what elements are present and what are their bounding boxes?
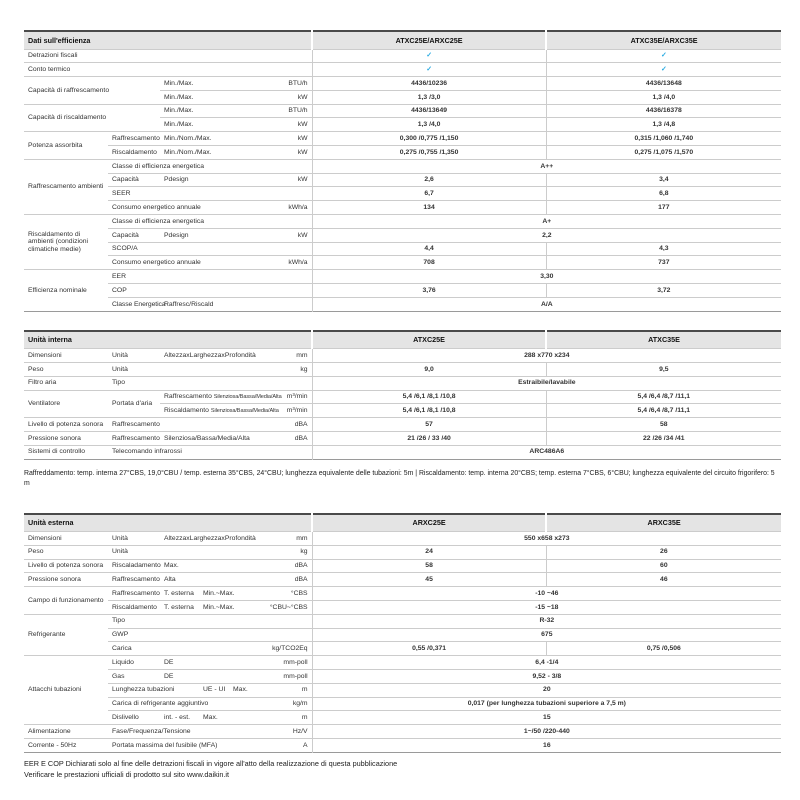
footer-disclaimer: EER E COP Dichiarati solo al fine delle detrazioni fiscali in vigore all'atto della realizzazione di questa pubblicazione — [24, 758, 398, 768]
value-cell: 5,4 /6,4 /8,7 /11,1 — [546, 390, 781, 404]
row-sublabel: Capacità — [108, 228, 160, 242]
row-label: Peso — [24, 545, 108, 559]
row-sublabel: GWP — [108, 628, 259, 642]
value-cell: 1~/50 /220-440 — [312, 725, 781, 739]
row-unit — [259, 628, 312, 642]
row-sublabel: Pdesign — [160, 228, 229, 242]
table-title: Dati sull'efficienza — [24, 31, 312, 49]
value-cell: 0,275 /0,755 /1,350 — [312, 146, 546, 160]
column-header-model-1: ATXC25E — [312, 331, 546, 349]
row-unit: kg/m — [229, 697, 312, 711]
value-cell: 3,4 — [546, 173, 781, 187]
row-unit — [259, 614, 312, 628]
row-unit: kWh/a — [229, 256, 312, 270]
value-cell: 3,76 — [312, 284, 546, 298]
value-cell: 1,3 /4,8 — [546, 118, 781, 132]
check-icon: ✓ — [546, 63, 781, 77]
row-unit — [108, 63, 312, 77]
row-unit: dBA — [259, 418, 312, 432]
row-unit: kW — [229, 228, 312, 242]
row-sublabel: Fase/Frequenza/Tensione — [108, 725, 229, 739]
row-label: Campo di funzionamento — [24, 587, 108, 615]
row-unit: kg — [160, 545, 312, 559]
row-sublabel: Raffresc/Riscald — [160, 297, 229, 311]
row-label: Ventilatore — [24, 390, 108, 418]
row-unit: mm-poll — [229, 669, 312, 683]
value-cell: 24 — [312, 545, 546, 559]
row-sublabel: T. esterna — [160, 587, 199, 601]
value-cell: 675 — [312, 628, 781, 642]
row-unit: mm-poll — [229, 656, 312, 670]
value-cell: 708 — [312, 256, 546, 270]
row-sublabel: Riscaldamento — [108, 601, 160, 615]
row-sublabel: Unità — [108, 349, 160, 363]
value-cell: 0,55 /0,371 — [312, 642, 546, 656]
value-cell: 3,30 — [312, 270, 781, 284]
row-label: Capacità di riscaldamento — [24, 104, 160, 132]
row-sublabel: Unità — [108, 362, 160, 376]
row-label: Corrente - 50Hz — [24, 738, 108, 752]
value-cell: 20 — [312, 683, 781, 697]
row-sublabel: Pdesign — [160, 173, 229, 187]
row-unit: kW — [199, 90, 312, 104]
row-unit: mm — [259, 349, 312, 363]
row-unit: A — [229, 738, 312, 752]
row-unit: m — [229, 711, 312, 725]
row-label: Filtro aria — [24, 376, 108, 390]
row-sublabel: COP — [108, 284, 259, 298]
row-label: Raffrescamento ambienti — [24, 159, 108, 214]
row-sublabel: Liquido — [108, 656, 160, 670]
row-label: Livello di potenza sonora — [24, 559, 108, 573]
value-cell: 4436/13649 — [312, 104, 546, 118]
row-sublabel: Raffrescamento — [108, 431, 160, 445]
row-sublabel: Min./Max. — [160, 104, 199, 118]
value-cell: 2,6 — [312, 173, 546, 187]
row-sublabel: Lunghezza tubazioni — [108, 683, 199, 697]
row-unit: mm — [259, 532, 312, 546]
row-sublabel: Min.~Max. — [199, 601, 229, 615]
value-cell: 0,75 /0,506 — [546, 642, 781, 656]
value-cell: 0,300 /0,775 /1,150 — [312, 132, 546, 146]
row-sublabel: Silenziosa/Bassa/Media/Alta — [160, 431, 259, 445]
indoor-unit-table — [24, 330, 781, 460]
row-unit: kW — [229, 132, 312, 146]
value-cell: 4,3 — [546, 242, 781, 256]
row-unit: kW — [229, 146, 312, 160]
row-unit: dBA — [229, 559, 312, 573]
column-header-model-2: ATXC35E/ARXC35E — [546, 31, 781, 49]
value-cell: 5,4 /6,1 /8,1 /10,8 — [312, 404, 546, 418]
value-cell: 60 — [546, 559, 781, 573]
row-unit: BTU/h — [199, 77, 312, 91]
value-cell: 57 — [312, 418, 546, 432]
column-header-model-2: ATXC35E — [546, 331, 781, 349]
value-cell: 6,7 — [312, 187, 546, 201]
row-sublabel: Classe di efficienza energetica — [108, 215, 259, 229]
row-sublabel: Classe Energetica — [108, 297, 160, 311]
row-label: Dimensioni — [24, 349, 108, 363]
row-sublabel: DE — [160, 656, 229, 670]
value-cell: 6,8 — [546, 187, 781, 201]
row-sublabel: Raffrescamento — [108, 132, 160, 146]
row-unit — [229, 297, 312, 311]
row-sublabel: Min./Max. — [160, 118, 199, 132]
value-cell: 58 — [546, 418, 781, 432]
row-sublabel: SCOP/A — [108, 242, 259, 256]
row-sublabel: Gas — [108, 669, 160, 683]
value-cell: 5,4 /6,1 /8,1 /10,8 — [312, 390, 546, 404]
value-cell: R-32 — [312, 614, 781, 628]
value-cell: 134 — [312, 201, 546, 215]
row-unit — [259, 159, 312, 173]
value-cell: 15 — [312, 711, 781, 725]
row-sublabel: Raffrescamento — [108, 418, 259, 432]
value-cell: 16 — [312, 738, 781, 752]
row-sublabel: Min./Max. — [160, 90, 199, 104]
row-unit: m³/min — [259, 404, 312, 418]
value-cell: A+ — [312, 215, 781, 229]
row-sublabel: EER — [108, 270, 259, 284]
value-cell: 6,4 -1/4 — [312, 656, 781, 670]
row-sublabel: Min./Nom./Max. — [160, 146, 229, 160]
value-cell: 1,3 /3,0 — [312, 90, 546, 104]
row-sublabel: Raffrescamento Silenziosa/Bassa/Media/Alta — [160, 390, 259, 404]
value-cell: 4436/10236 — [312, 77, 546, 91]
row-unit — [259, 284, 312, 298]
row-unit: Hz/V — [229, 725, 312, 739]
value-cell: 21 /26 / 33 /40 — [312, 431, 546, 445]
row-sublabel: Capacità — [108, 173, 160, 187]
row-unit — [259, 242, 312, 256]
row-unit: kg/TCO2Eq — [199, 642, 312, 656]
column-header-model-1: ATXC25E/ARXC25E — [312, 31, 546, 49]
value-cell: A/A — [312, 297, 781, 311]
row-label: Detrazioni fiscali — [24, 49, 108, 63]
check-icon: ✓ — [312, 49, 546, 63]
row-sublabel: Unità — [108, 545, 160, 559]
value-cell: -10 ~46 — [312, 587, 781, 601]
row-sublabel: Tipo — [108, 614, 259, 628]
value-cell: 550 x658 x273 — [312, 532, 781, 546]
row-unit: °CBU~°CBS — [229, 601, 312, 615]
table-title: Unità esterna — [24, 514, 312, 532]
value-cell: 5,4 /6,4 /8,7 /11,1 — [546, 404, 781, 418]
row-sublabel: Carica — [108, 642, 199, 656]
row-sublabel: Consumo energetico annuale — [108, 256, 229, 270]
value-cell: -15 ~18 — [312, 601, 781, 615]
row-sublabel: Max. — [229, 683, 259, 697]
row-label: Conto termico — [24, 63, 108, 77]
row-unit: kW — [229, 173, 312, 187]
row-sublabel: Riscaldamento Silenziosa/Bassa/Media/Alta — [160, 404, 259, 418]
value-cell: 9,52 - 3/8 — [312, 669, 781, 683]
column-header-model-2: ARXC35E — [546, 514, 781, 532]
row-sublabel: Raffrescamento — [108, 573, 160, 587]
row-unit: m — [259, 683, 312, 697]
row-label: Refrigerante — [24, 614, 108, 655]
row-unit: BTU/h — [199, 104, 312, 118]
row-sublabel: AltezzaxLarghezzaxProfondità — [160, 349, 259, 363]
value-cell: 4436/16378 — [546, 104, 781, 118]
row-sublabel: SEER — [108, 187, 259, 201]
footer — [24, 758, 776, 781]
row-unit: kW — [199, 118, 312, 132]
row-unit: kWh/a — [229, 201, 312, 215]
value-cell: 9,0 — [312, 362, 546, 376]
value-cell: 0,275 /1,075 /1,570 — [546, 146, 781, 160]
efficiency-table — [24, 30, 781, 312]
row-sublabel: Telecomando infrarossi — [108, 445, 259, 459]
value-cell: ARC486A6 — [312, 445, 781, 459]
row-label: Alimentazione — [24, 725, 108, 739]
value-cell: 3,72 — [546, 284, 781, 298]
row-sublabel: UE - UI — [199, 683, 229, 697]
row-sublabel: Min.~Max. — [199, 587, 229, 601]
value-cell: 177 — [546, 201, 781, 215]
value-cell: 2,2 — [312, 228, 781, 242]
row-sublabel: Unità — [108, 532, 160, 546]
row-unit: °CBS — [229, 587, 312, 601]
test-conditions-note: Raffreddamento: temp. interna 27°CBS, 19,0°CBU / temp. esterna 35°CBS, 24°CBU; lunghezza equivalente delle tubazioni: 5m | Riscaldamento: temp. interna 20°CBS; temp. esterna 7°CBS, 6°CBU; lunghezza equivalente del circuito frigorifero: 5 m — [24, 469, 775, 487]
value-cell: 737 — [546, 256, 781, 270]
value-cell: 0,017 (per lunghezza tubazioni superiore a 7,5 m) — [312, 697, 781, 711]
row-sublabel: Raffrescamento — [108, 587, 160, 601]
outdoor-unit-table — [24, 513, 781, 753]
row-sublabel: Tipo — [108, 376, 259, 390]
row-sublabel: Dislivello — [108, 711, 160, 725]
value-cell: 9,5 — [546, 362, 781, 376]
row-label: Sistemi di controllo — [24, 445, 108, 459]
row-label: Pressione sonora — [24, 431, 108, 445]
row-sublabel: Max. — [199, 711, 229, 725]
value-cell: 288 x770 x234 — [312, 349, 781, 363]
table-title: Unità interna — [24, 331, 312, 349]
row-label: Livello di potenza sonora — [24, 418, 108, 432]
row-unit: kg — [160, 362, 312, 376]
column-header-model-1: ARXC25E — [312, 514, 546, 532]
row-unit: m³/min — [259, 390, 312, 404]
row-unit: dBA — [229, 573, 312, 587]
value-cell: 1,3 /4,0 — [546, 90, 781, 104]
value-cell: A++ — [312, 159, 781, 173]
row-label: Peso — [24, 362, 108, 376]
row-label: Efficienza nominale — [24, 270, 108, 311]
row-sublabel: Min./Max. — [160, 77, 199, 91]
row-sublabel: Consumo energetico annuale — [108, 201, 229, 215]
row-sublabel: Max. — [160, 559, 229, 573]
value-cell: 26 — [546, 545, 781, 559]
row-sublabel: Classe di efficienza energetica — [108, 159, 259, 173]
row-unit — [108, 49, 312, 63]
row-label: Riscaldamento di ambienti (condizioni climatiche medie) — [24, 215, 108, 270]
row-sublabel: AltezzaxLarghezzaxProfondità — [160, 532, 259, 546]
value-cell: 46 — [546, 573, 781, 587]
row-unit — [259, 215, 312, 229]
value-cell: 22 /26 /34 /41 — [546, 431, 781, 445]
row-unit — [259, 445, 312, 459]
value-cell: 1,3 /4,0 — [312, 118, 546, 132]
row-unit — [259, 376, 312, 390]
row-label: Attacchi tubazioni — [24, 656, 108, 725]
value-cell: Estraibile/lavabile — [312, 376, 781, 390]
row-sublabel: DE — [160, 669, 229, 683]
row-sublabel: int. - est. — [160, 711, 199, 725]
check-icon: ✓ — [312, 63, 546, 77]
check-icon: ✓ — [546, 49, 781, 63]
value-cell: 45 — [312, 573, 546, 587]
row-sublabel: Riscaldamento — [108, 146, 160, 160]
row-unit: dBA — [259, 431, 312, 445]
value-cell: 0,315 /1,060 /1,740 — [546, 132, 781, 146]
row-label: Dimensioni — [24, 532, 108, 546]
row-label: Pressione sonora — [24, 573, 108, 587]
row-sublabel: Portata d'aria — [108, 390, 160, 418]
row-sublabel: Carica di refrigerante aggiuntivo — [108, 697, 229, 711]
row-label: Potenza assorbita — [24, 132, 108, 160]
value-cell: 4436/13648 — [546, 77, 781, 91]
row-sublabel: Alta — [160, 573, 229, 587]
row-label: Capacità di raffrescamento — [24, 77, 160, 105]
row-sublabel: T. esterna — [160, 601, 199, 615]
value-cell: 4,4 — [312, 242, 546, 256]
row-sublabel: Min./Nom./Max. — [160, 132, 229, 146]
row-unit — [259, 187, 312, 201]
value-cell: 58 — [312, 559, 546, 573]
row-unit — [259, 270, 312, 284]
row-sublabel: Riscaladamento — [108, 559, 160, 573]
footer-website-note: Verificare le prestazioni ufficiali di prodotto sul sito www.daikin.it — [24, 770, 230, 780]
row-sublabel: Portata massima del fusibile (MFA) — [108, 738, 229, 752]
